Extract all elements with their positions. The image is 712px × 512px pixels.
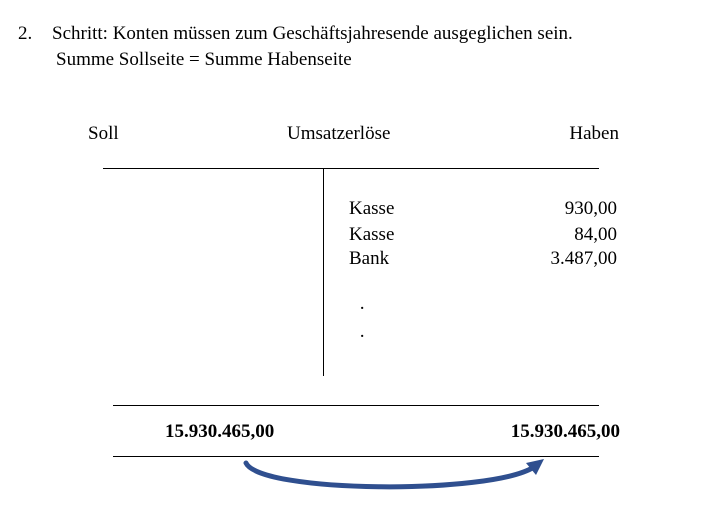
continuation-dot: · — [359, 298, 366, 319]
credit-entry-label: Bank — [349, 248, 390, 269]
step-subtitle: Summe Sollseite = Summe Habenseite — [56, 49, 352, 70]
credit-entry-amount: 930,00 — [564, 198, 617, 219]
account-name: Umsatzerlöse — [287, 123, 391, 144]
step-number: 2. — [18, 23, 33, 44]
credit-entry-amount: 84,00 — [574, 224, 617, 245]
credit-entry-label: Kasse — [349, 224, 395, 245]
continuation-dot: · — [359, 326, 366, 347]
debit-total: 15.930.465,00 — [165, 421, 275, 442]
credit-total: 15.930.465,00 — [510, 421, 620, 442]
credit-entry-label: Kasse — [349, 198, 395, 219]
balance-arrow-icon — [240, 455, 550, 495]
credit-entry-amount: 3.487,00 — [550, 248, 617, 269]
sum-top-line — [113, 405, 599, 406]
debit-side-label: Soll — [88, 123, 119, 144]
t-account-top-line — [103, 168, 599, 169]
step-title: Schritt: Konten müssen zum Geschäftsjahresende ausgeglichen sein. — [52, 23, 573, 44]
t-account-center-line — [323, 168, 324, 376]
credit-side-label: Haben — [569, 123, 619, 144]
